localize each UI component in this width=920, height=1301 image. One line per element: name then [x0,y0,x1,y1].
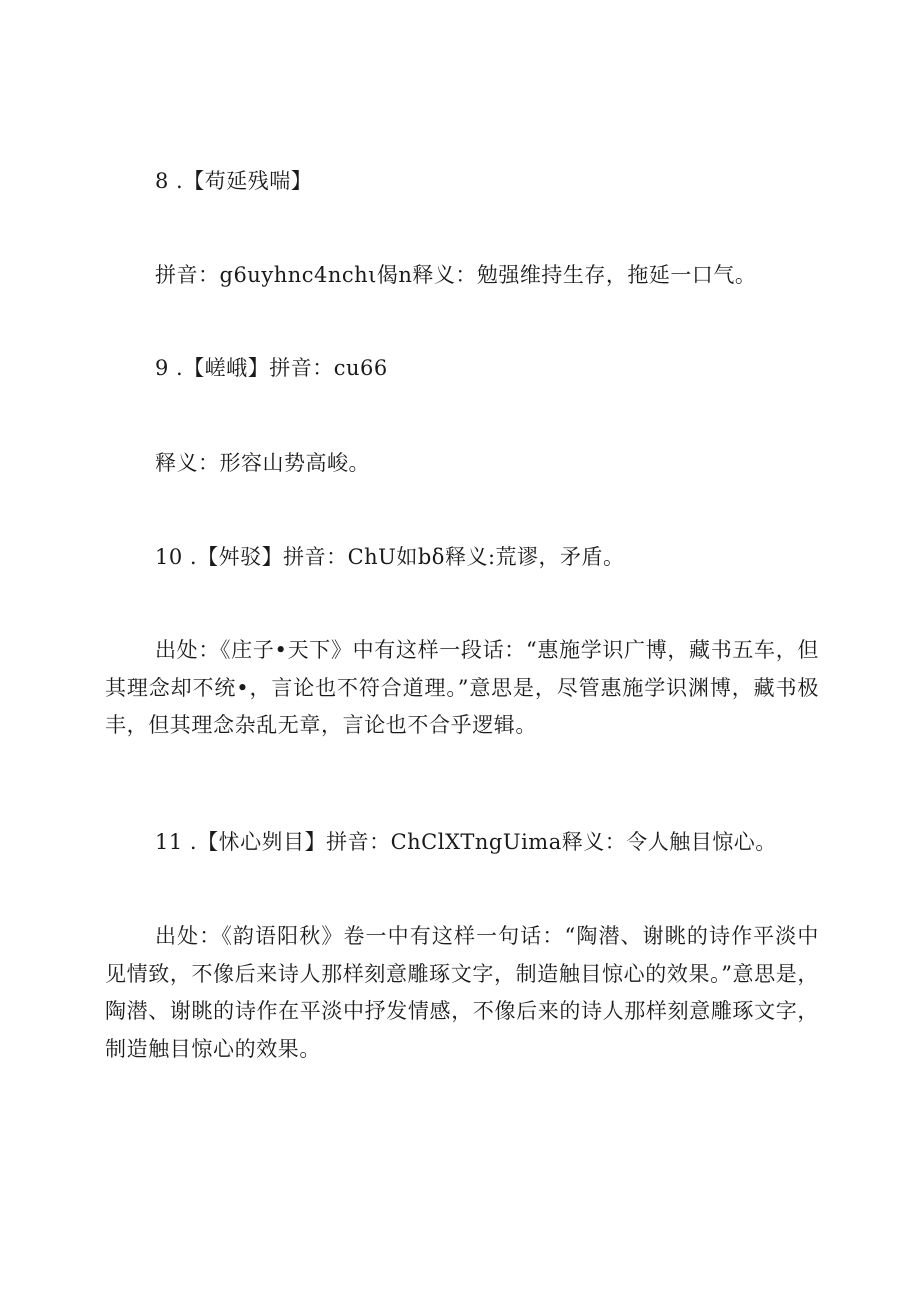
entry-8-heading: 8 .【苟延残喘】 [155,169,313,193]
entry-10-heading: 10 .【舛驳】拼音：ChU如bδ释义:荒谬，矛盾。 [155,545,625,569]
entry-9-heading: 9 .【嵯峨】拼音：cu66 [155,356,388,380]
entry-10-source-paragraph: 出处：《庄子•天下》中有这样一段话：“惠施学识广博，藏书五车，但其理念却不统•，言论也不符合道理。”意思是，尽管惠施学识渊博，藏书极丰，但其理念杂乱无章，言论也不合乎逻辑。 [105,638,819,737]
entry-8-pinyin-definition: 拼音：g6uyhnc4nchι偈n释义：勉强维持生存，拖延一口气。 [155,263,757,287]
entry-11-heading: 11 .【怵心刿目】拼音：ChClXTngUima释义：令人触目惊心。 [155,830,777,854]
entry-11-source-paragraph: 出处：《韵语阳秋》卷一中有这样一句话：“陶潜、谢眺的诗作平淡中见情致，不像后来诗人那样刻意雕琢文字，制造触目惊心的效果。”意思是，陶潜、谢眺的诗作在平淡中抒发情感，不像后来的诗人那样刻意雕琢文字，制造触目惊心的效果。 [105,924,819,1061]
entry-9-definition: 释义：形容山势高峻。 [155,451,370,475]
